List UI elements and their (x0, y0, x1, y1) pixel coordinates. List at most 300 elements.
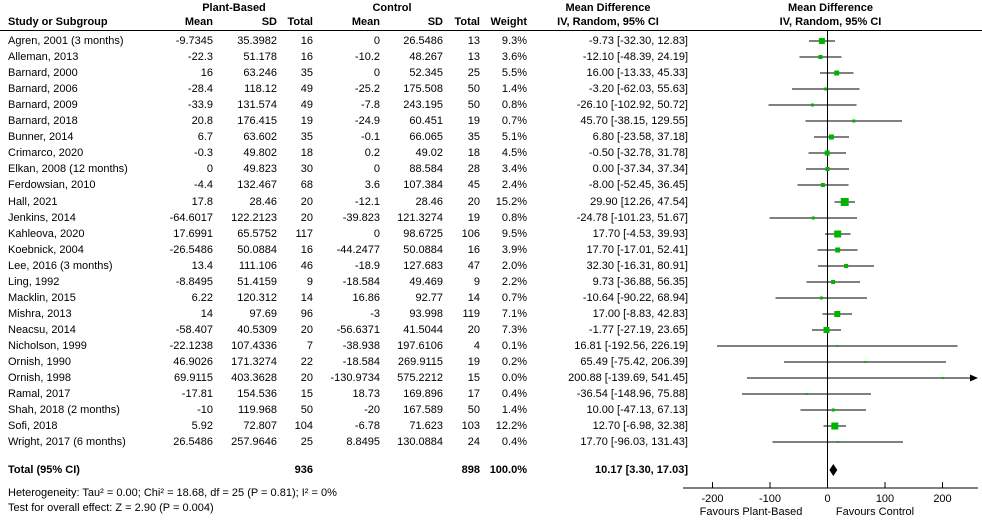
study-label: Macklin, 2015 (8, 292, 76, 304)
treatment-total: 49 (300, 99, 313, 111)
ci-text: -8.00 [-52.45, 36.45] (588, 179, 688, 191)
total-diamond (829, 464, 837, 476)
weight-value: 2.0% (501, 260, 527, 272)
weight-value: 7.1% (501, 308, 527, 320)
treatment-total: 49 (300, 83, 313, 95)
study-label: Alleman, 2013 (8, 51, 79, 63)
treatment-mean: -17.81 (181, 388, 213, 400)
effect-square (834, 311, 840, 317)
treatment-sd: 72.807 (243, 420, 277, 432)
control-total: 25 (467, 67, 480, 79)
control-sd: 41.5044 (403, 324, 443, 336)
control-total: 19 (467, 115, 480, 127)
control-total: 15 (467, 372, 480, 384)
ci-text: 200.88 [-139.69, 541.45] (568, 372, 688, 384)
ci-text: -12.10 [-48.39, 24.19] (582, 51, 688, 63)
study-row (0, 274, 690, 290)
col-header-weight: Weight (490, 16, 527, 28)
ci-text: 12.70 [-6.98, 32.38] (592, 420, 688, 432)
control-sd: 169.896 (403, 388, 443, 400)
control-mean: -18.584 (342, 356, 380, 368)
col-header-c-total: Total (454, 16, 480, 28)
treatment-mean: -58.407 (175, 324, 213, 336)
treatment-sd: 51.4159 (237, 276, 277, 288)
total-label: Total (95% CI) (8, 464, 80, 476)
total-weight: 100.0% (489, 464, 527, 476)
study-label: Neacsu, 2014 (8, 324, 76, 336)
control-total: 13 (467, 35, 480, 47)
control-total: 50 (467, 99, 480, 111)
study-label: Ornish, 1998 (8, 372, 71, 384)
col-header-ci-table: IV, Random, 95% CI (557, 16, 659, 28)
ci-text: 45.70 [-38.15, 129.55] (580, 115, 688, 127)
treatment-sd: 132.467 (237, 179, 277, 191)
study-row (0, 81, 690, 97)
study-label: Ferdowsian, 2010 (8, 179, 96, 191)
col-header-t-sd: SD (261, 16, 277, 28)
treatment-sd: 118.12 (244, 83, 277, 95)
ci-text: -0.50 [-32.78, 31.78] (588, 147, 688, 159)
effect-square (826, 167, 830, 171)
weight-value: 7.3% (501, 324, 527, 336)
weight-value: 3.9% (501, 244, 527, 256)
study-label: Ling, 1992 (8, 276, 60, 288)
control-mean: -3 (370, 308, 380, 320)
treatment-mean: 0 (206, 163, 213, 175)
treatment-total: 16 (300, 51, 313, 63)
ci-text: 16.00 [-13.33, 45.33] (586, 67, 688, 79)
control-mean: 0 (373, 35, 380, 47)
group-header-mean-difference-plot: Mean Difference (788, 2, 873, 14)
control-sd: 130.0884 (397, 436, 443, 448)
ci-text: -9.73 [-32.30, 12.83] (588, 35, 688, 47)
ci-text: 32.30 [-16.31, 80.91] (586, 260, 688, 272)
ci-text: -26.10 [-102.92, 50.72] (576, 99, 688, 111)
control-mean: -24.9 (354, 115, 380, 127)
study-row (0, 33, 690, 49)
treatment-total: 9 (306, 276, 313, 288)
group-header-treatment: Plant-Based (202, 2, 266, 14)
treatment-mean: 17.8 (191, 196, 213, 208)
study-row (0, 210, 690, 226)
study-label: Nicholson, 1999 (8, 340, 87, 352)
treatment-total: 20 (300, 212, 313, 224)
weight-value: 0.0% (501, 372, 527, 384)
treatment-mean: 46.9026 (173, 356, 213, 368)
study-label: Elkan, 2008 (12 months) (8, 163, 128, 175)
weight-value: 12.2% (495, 420, 527, 432)
control-sd: 71.623 (409, 420, 443, 432)
treatment-total: 20 (300, 372, 313, 384)
treatment-sd: 257.9646 (231, 436, 277, 448)
control-mean: -0.1 (361, 131, 380, 143)
control-sd: 28.46 (415, 196, 443, 208)
control-mean: -18.584 (342, 276, 380, 288)
treatment-sd: 171.3274 (231, 356, 277, 368)
treatment-sd: 131.574 (237, 99, 277, 111)
control-sd: 26.5486 (403, 35, 443, 47)
total-control-n: 898 (461, 464, 480, 476)
ci-text: 65.49 [-75.42, 206.39] (580, 356, 688, 368)
study-label: Lee, 2016 (3 months) (8, 260, 113, 272)
control-sd: 269.9115 (397, 356, 443, 368)
control-sd: 575.2212 (397, 372, 443, 384)
study-label: Koebnick, 2004 (8, 244, 84, 256)
control-mean: -130.9734 (330, 372, 380, 384)
study-row (0, 161, 690, 177)
control-sd: 88.584 (409, 163, 443, 175)
treatment-sd: 120.312 (237, 292, 277, 304)
treatment-mean: -8.8495 (175, 276, 213, 288)
weight-value: 0.4% (501, 436, 527, 448)
treatment-total: 14 (300, 292, 313, 304)
control-total: 9 (473, 276, 480, 288)
weight-value: 15.2% (495, 196, 527, 208)
axis-tick-label: 200 (933, 493, 952, 505)
weight-value: 0.4% (501, 388, 527, 400)
treatment-sd: 40.5309 (237, 324, 277, 336)
control-total: 106 (461, 228, 480, 240)
control-total: 119 (462, 308, 480, 320)
treatment-total: 50 (300, 404, 313, 416)
control-mean: 16.86 (352, 292, 380, 304)
control-total: 47 (467, 260, 480, 272)
control-total: 13 (467, 51, 480, 63)
treatment-mean: 69.9115 (174, 372, 213, 384)
weight-value: 5.5% (501, 67, 527, 79)
study-row (0, 386, 690, 402)
effect-square (837, 441, 839, 443)
overall-effect-text: Test for overall effect: Z = 2.90 (P = 0.004) (8, 502, 214, 514)
control-total: 50 (467, 83, 480, 95)
weight-value: 1.4% (501, 83, 527, 95)
treatment-total: 16 (300, 244, 313, 256)
ci-text: 17.70 [-17.01, 52.41] (586, 244, 688, 256)
weight-value: 3.4% (501, 163, 527, 175)
study-row (0, 290, 690, 306)
treatment-mean: -10 (197, 404, 213, 416)
ci-text: 10.00 [-47.13, 67.13] (586, 404, 688, 416)
treatment-mean: 14 (200, 308, 213, 320)
effect-square (832, 409, 835, 412)
effect-square (824, 327, 830, 333)
control-sd: 243.195 (403, 99, 443, 111)
study-label: Mishra, 2013 (8, 308, 72, 320)
control-total: 45 (467, 179, 480, 191)
weight-value: 0.1% (501, 340, 527, 352)
treatment-sd: 65.5752 (237, 228, 277, 240)
treatment-mean: -4.4 (194, 179, 213, 191)
treatment-total: 35 (300, 131, 313, 143)
treatment-mean: -9.7345 (175, 35, 213, 47)
control-sd: 52.345 (409, 67, 443, 79)
study-label: Barnard, 2009 (8, 99, 78, 111)
treatment-sd: 50.0884 (237, 244, 277, 256)
effect-square (836, 345, 838, 347)
study-label: Barnard, 2000 (8, 67, 78, 79)
weight-value: 0.8% (501, 212, 527, 224)
treatment-total: 15 (300, 388, 313, 400)
effect-square (831, 423, 838, 430)
treatment-total: 46 (300, 260, 313, 272)
axis-tick-label: 100 (875, 493, 895, 505)
treatment-total: 19 (300, 115, 313, 127)
study-row (0, 97, 690, 113)
ci-text: 17.00 [-8.83, 42.83] (592, 308, 688, 320)
treatment-sd: 28.46 (249, 196, 277, 208)
control-total: 50 (467, 404, 480, 416)
study-row (0, 194, 690, 210)
study-label: Hall, 2021 (8, 196, 58, 208)
total-row (0, 462, 690, 478)
treatment-sd: 51.178 (243, 51, 277, 63)
control-total: 35 (467, 131, 480, 143)
control-mean: -25.2 (354, 83, 380, 95)
control-total: 4 (473, 340, 480, 352)
control-sd: 127.683 (403, 260, 443, 272)
treatment-sd: 107.4336 (231, 340, 277, 352)
weight-value: 0.7% (501, 292, 527, 304)
control-total: 16 (467, 244, 480, 256)
treatment-sd: 122.2123 (231, 212, 277, 224)
study-label: Agren, 2001 (3 months) (8, 35, 124, 47)
control-sd: 121.3274 (397, 212, 443, 224)
effect-square (829, 135, 834, 140)
study-row (0, 226, 690, 242)
control-mean: -38.938 (342, 340, 380, 352)
study-row (0, 322, 690, 338)
study-row (0, 418, 690, 434)
control-mean: 0 (373, 163, 380, 175)
control-total: 24 (467, 436, 480, 448)
study-row (0, 338, 690, 354)
total-treatment-n: 936 (294, 464, 313, 476)
ci-text: 9.73 [-36.88, 56.35] (592, 276, 688, 288)
weight-value: 4.5% (501, 147, 527, 159)
ci-text: 17.70 [-96.03, 131.43] (580, 436, 688, 448)
effect-square (841, 198, 849, 206)
treatment-mean: 16 (200, 67, 213, 79)
study-row (0, 113, 690, 129)
treatment-mean: -33.9 (187, 99, 213, 111)
effect-square (811, 104, 814, 107)
treatment-total: 7 (306, 340, 313, 352)
favours-right-label: Favours Control (835, 506, 915, 518)
control-total: 20 (467, 324, 480, 336)
treatment-total: 117 (295, 228, 313, 240)
col-header-c-mean: Mean (351, 16, 380, 28)
control-mean: -10.2 (354, 51, 380, 63)
treatment-mean: 6.22 (191, 292, 213, 304)
treatment-mean: 20.8 (191, 115, 213, 127)
control-sd: 93.998 (409, 308, 443, 320)
axis-tick-label: -100 (758, 493, 782, 505)
treatment-mean: -28.4 (187, 83, 213, 95)
effect-square (812, 217, 815, 220)
treatment-mean: -26.5486 (169, 244, 213, 256)
weight-value: 0.7% (501, 115, 527, 127)
col-header-ci-plot: IV, Random, 95% CI (779, 16, 882, 28)
effect-square (835, 248, 840, 253)
control-mean: 0 (373, 67, 380, 79)
control-sd: 107.384 (403, 179, 443, 191)
control-mean: -44.2477 (336, 244, 380, 256)
ci-text: 16.81 [-192.56, 226.19] (574, 340, 688, 352)
weight-value: 2.2% (501, 276, 527, 288)
study-label: Ramal, 2017 (8, 388, 71, 400)
treatment-total: 30 (300, 163, 313, 175)
effect-square (806, 393, 808, 395)
control-mean: -39.823 (342, 212, 380, 224)
study-row (0, 354, 690, 370)
effect-square (824, 88, 827, 91)
study-row (0, 145, 690, 161)
control-mean: -12.1 (354, 196, 380, 208)
study-label: Bunner, 2014 (8, 131, 74, 143)
control-mean: 8.8495 (346, 436, 380, 448)
control-mean: -18.9 (354, 260, 380, 272)
treatment-total: 68 (300, 179, 313, 191)
ci-text: -3.20 [-62.03, 55.63] (588, 83, 688, 95)
effect-square (864, 361, 866, 363)
study-label: Wright, 2017 (6 months) (8, 436, 126, 448)
treatment-mean: 13.4 (191, 260, 213, 272)
treatment-sd: 97.69 (249, 308, 277, 320)
weight-value: 2.4% (501, 179, 527, 191)
treatment-sd: 49.823 (243, 163, 277, 175)
study-row (0, 402, 690, 418)
ci-text: 0.00 [-37.34, 37.34] (592, 163, 688, 175)
treatment-total: 35 (300, 67, 313, 79)
effect-square (821, 183, 825, 187)
control-total: 103 (461, 420, 480, 432)
control-sd: 98.6725 (403, 228, 443, 240)
treatment-total: 20 (300, 324, 313, 336)
study-label: Jenkins, 2014 (8, 212, 76, 224)
ci-text: 6.80 [-23.58, 37.18] (592, 131, 688, 143)
ci-text: 29.90 [12.26, 47.54] (590, 196, 688, 208)
control-sd: 49.469 (409, 276, 443, 288)
effect-square (852, 120, 855, 123)
treatment-mean: 5.92 (191, 420, 213, 432)
study-row (0, 49, 690, 65)
control-mean: -6.78 (354, 420, 380, 432)
treatment-total: 25 (300, 436, 313, 448)
control-sd: 92.77 (415, 292, 443, 304)
control-mean: -20 (364, 404, 380, 416)
ci-text: -1.77 [-27.19, 23.65] (588, 324, 688, 336)
control-sd: 66.065 (409, 131, 443, 143)
weight-value: 9.5% (501, 228, 527, 240)
treatment-sd: 119.968 (238, 404, 277, 416)
col-header-study: Study or Subgroup (8, 16, 108, 28)
ci-text: -24.78 [-101.23, 51.67] (576, 212, 688, 224)
control-total: 19 (467, 212, 480, 224)
study-label: Shah, 2018 (2 months) (8, 404, 120, 416)
study-row (0, 65, 690, 81)
ci-text: -36.54 [-148.96, 75.88] (576, 388, 688, 400)
control-sd: 48.267 (409, 51, 443, 63)
treatment-sd: 176.415 (237, 115, 277, 127)
control-sd: 49.02 (415, 147, 443, 159)
treatment-sd: 49.802 (243, 147, 277, 159)
favours-left-label: Favours Plant-Based (699, 506, 803, 518)
control-total: 18 (467, 147, 480, 159)
study-label: Kahleova, 2020 (8, 228, 85, 240)
arrow-right-icon (970, 375, 978, 382)
col-header-t-total: Total (287, 16, 313, 28)
study-label: Crimarco, 2020 (8, 147, 84, 159)
group-header-control: Control (372, 2, 412, 14)
study-row (0, 370, 690, 386)
effect-square (825, 151, 830, 156)
study-label: Ornish, 1990 (8, 356, 71, 368)
heterogeneity-text: Heterogeneity: Tau² = 0.00; Chi² = 18.68, df = 25 (P = 0.81); I² = 0% (8, 487, 337, 499)
effect-square (834, 231, 841, 238)
weight-value: 3.6% (501, 51, 527, 63)
weight-value: 0.8% (501, 99, 527, 111)
effect-square (819, 55, 823, 59)
treatment-mean: 6.7 (197, 131, 213, 143)
ci-text: -10.64 [-90.22, 68.94] (582, 292, 688, 304)
control-mean: 0 (373, 228, 380, 240)
control-sd: 50.0884 (403, 244, 443, 256)
treatment-mean: 17.6991 (173, 228, 213, 240)
effect-square (819, 38, 825, 44)
control-sd: 167.589 (403, 404, 443, 416)
treatment-sd: 35.3982 (237, 35, 277, 47)
col-header-t-mean: Mean (184, 16, 213, 28)
effect-square (831, 280, 835, 284)
treatment-total: 20 (300, 196, 313, 208)
effect-square (820, 297, 823, 300)
total-ci-text: 10.17 [3.30, 17.03] (595, 464, 688, 476)
treatment-mean: -22.1238 (169, 340, 213, 352)
axis-tick-label: 0 (824, 493, 831, 505)
control-total: 17 (467, 388, 480, 400)
effect-square (942, 377, 944, 379)
control-sd: 197.6106 (397, 340, 443, 352)
treatment-total: 16 (300, 35, 313, 47)
control-total: 28 (467, 163, 480, 175)
control-mean: -56.6371 (336, 324, 380, 336)
control-sd: 60.451 (409, 115, 443, 127)
study-row (0, 306, 690, 322)
treatment-sd: 111.106 (238, 260, 277, 272)
ci-text: 17.70 [-4.53, 39.93] (592, 228, 688, 240)
study-label: Sofi, 2018 (8, 420, 58, 432)
treatment-sd: 63.602 (243, 131, 277, 143)
treatment-mean: -64.6017 (169, 212, 213, 224)
control-sd: 175.508 (403, 83, 443, 95)
study-row (0, 258, 690, 274)
treatment-total: 104 (294, 420, 313, 432)
control-total: 19 (467, 356, 480, 368)
treatment-mean: 26.5486 (173, 436, 213, 448)
weight-value: 0.2% (501, 356, 527, 368)
control-mean: 18.73 (352, 388, 380, 400)
treatment-mean: -22.3 (187, 51, 213, 63)
treatment-sd: 154.536 (237, 388, 277, 400)
control-mean: -7.8 (361, 99, 380, 111)
control-mean: 0.2 (364, 147, 380, 159)
control-total: 14 (467, 292, 480, 304)
study-label: Barnard, 2018 (8, 115, 78, 127)
study-row (0, 434, 690, 450)
group-header-mean-difference-table: Mean Difference (565, 2, 651, 14)
effect-square (834, 71, 839, 76)
study-row (0, 129, 690, 145)
